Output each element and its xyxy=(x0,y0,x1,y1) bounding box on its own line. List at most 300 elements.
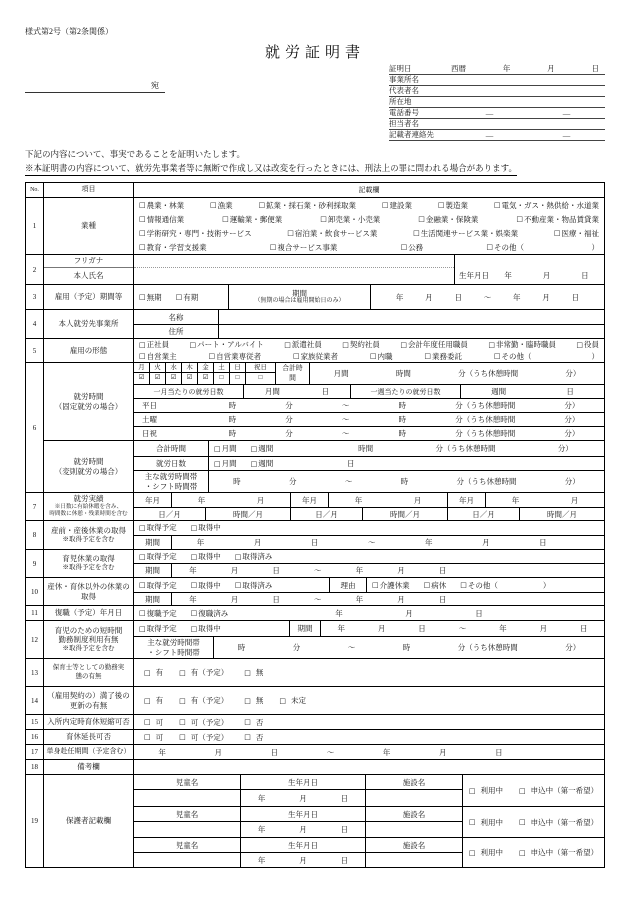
checkbox-option[interactable] xyxy=(342,339,380,350)
checkbox-icon: □ xyxy=(139,552,146,561)
var-days-label: 就労日数 xyxy=(134,457,209,470)
col-header-no: No. xyxy=(26,183,44,197)
form-token: 年 xyxy=(189,566,197,575)
workplace-addr-label: 住所 xyxy=(134,325,219,338)
form-token: 分（うち休憩時間 xyxy=(457,643,518,652)
checkbox-label: パート・アルバイト xyxy=(197,340,264,350)
checkbox-label: 取得予定 xyxy=(146,624,177,633)
day-cell: 火 ☑ xyxy=(150,363,166,384)
maternity-entry xyxy=(134,521,604,549)
form-token: 年 xyxy=(355,566,364,575)
row-no: 5 xyxy=(26,339,44,362)
checkbox-option[interactable] xyxy=(139,551,177,562)
work-record-group[interactable]: 年月 年 月 日／月 時間／月 xyxy=(134,493,290,520)
checkbox-option[interactable] xyxy=(244,695,263,706)
checkbox-icon: □ xyxy=(189,340,197,349)
facility-label: 施設名 xyxy=(366,775,462,790)
row-name xyxy=(26,254,604,284)
day-cell: 土 □ xyxy=(214,363,230,384)
form-token: 分（うち休憩時間 xyxy=(455,415,516,424)
total-hours-label: 合計時間 xyxy=(276,363,310,384)
checkbox-option[interactable] xyxy=(139,228,252,239)
checkbox-label: 正社員 xyxy=(146,340,170,350)
workplace-name-row xyxy=(134,310,604,324)
row-no: 10 xyxy=(26,578,44,605)
checkbox-label: 取得中 xyxy=(198,523,221,533)
checkbox-option[interactable] xyxy=(244,667,263,678)
checkbox-option[interactable] xyxy=(382,200,412,211)
form-token: ～ xyxy=(344,477,353,486)
checkbox-option[interactable] xyxy=(279,695,306,706)
checkbox-option[interactable] xyxy=(210,200,233,211)
day-cell: 水 ☑ xyxy=(166,363,182,384)
form-token: 分（うち休憩時間 xyxy=(458,369,519,378)
checkbox-icon: □ xyxy=(468,848,476,857)
child-name-field[interactable] xyxy=(134,790,240,806)
name-fields[interactable] xyxy=(134,255,454,284)
checkbox-option[interactable] xyxy=(424,351,462,362)
checkbox-option[interactable] xyxy=(486,242,599,253)
checkbox-option[interactable] xyxy=(519,847,598,858)
form-token: 日 xyxy=(340,825,349,834)
checkbox-option[interactable] xyxy=(244,717,263,728)
form-token: 分 xyxy=(285,415,293,424)
checkbox-label: 家族従業者 xyxy=(300,351,339,361)
checkbox-label: 運輸業・郵便業 xyxy=(229,214,283,224)
form-token: ～ xyxy=(341,429,350,438)
checkbox-option[interactable] xyxy=(179,717,228,728)
checkbox-option[interactable] xyxy=(400,339,468,350)
checkbox-option[interactable] xyxy=(554,228,599,239)
checkbox-option[interactable] xyxy=(139,339,169,350)
checkbox-icon: □ xyxy=(244,696,251,705)
var-days-row xyxy=(134,456,604,470)
checkbox-label: 複合サービス事業 xyxy=(277,242,338,252)
shift-band-row xyxy=(134,470,604,492)
workplace-addr-field[interactable] xyxy=(219,325,604,338)
day-cell: 日 □ xyxy=(230,363,246,384)
remarks-field[interactable] xyxy=(134,760,604,774)
day-checkbox[interactable]: ☑ xyxy=(202,374,209,381)
work-record-group[interactable]: 年月 年 月 日／月 時間／月 xyxy=(290,493,447,520)
day-checkbox[interactable]: □ xyxy=(235,374,240,381)
checkbox-option[interactable] xyxy=(469,847,503,858)
form-token: 日 xyxy=(579,624,588,633)
form-token: 日 xyxy=(495,747,503,757)
checkbox-label: 可（予定） xyxy=(190,717,229,727)
day-checkbox[interactable]: ☑ xyxy=(186,374,193,381)
row-employment-period xyxy=(26,284,604,309)
furigana-field[interactable] xyxy=(134,255,454,268)
checkbox-icon: □ xyxy=(284,340,291,349)
birthdate-cell[interactable] xyxy=(454,255,604,284)
checkbox-icon: □ xyxy=(292,352,300,361)
checkbox-label: その他（ ） xyxy=(467,580,551,590)
form-token: 日 xyxy=(272,566,280,575)
checkbox-option[interactable] xyxy=(251,443,274,454)
checkbox-option[interactable] xyxy=(270,242,338,253)
checkbox-label: 内職 xyxy=(377,351,393,361)
row-label: 備考欄 xyxy=(44,760,134,774)
form-token: 月 xyxy=(547,64,555,73)
row-solo-transfer xyxy=(26,744,604,759)
checkbox-label: 可（予定） xyxy=(190,732,229,742)
checkbox-icon: □ xyxy=(190,581,198,589)
checkbox-label: 自営業主 xyxy=(146,351,177,361)
name-field[interactable] xyxy=(134,268,454,284)
addressee-field[interactable]: 宛 xyxy=(25,78,165,93)
per-month-label: 一月当たりの就労日数 xyxy=(134,385,244,398)
form-token: 分） xyxy=(565,369,581,378)
checkbox-option[interactable] xyxy=(144,695,163,706)
row-no: 4 xyxy=(26,310,44,338)
form-token: 年 xyxy=(335,608,343,618)
day-cell-holiday: 祝日 □ xyxy=(246,363,276,384)
checkbox-option[interactable] xyxy=(191,623,221,634)
checkbox-option[interactable] xyxy=(519,785,598,796)
checkbox-option[interactable] xyxy=(488,339,556,350)
form-token: 日 xyxy=(438,594,447,604)
checkbox-option[interactable] xyxy=(139,623,177,634)
row-label: 入所内定時育休短縮可否 xyxy=(44,715,134,729)
row-no: 1 xyxy=(26,198,44,254)
day-checkbox[interactable]: ☑ xyxy=(170,374,177,381)
checkbox-icon: □ xyxy=(460,581,467,589)
form-token: 分） xyxy=(564,477,580,486)
checkbox-label: 取得予定 xyxy=(146,580,177,590)
checkbox-option[interactable] xyxy=(251,458,274,469)
checkbox-option[interactable] xyxy=(418,214,478,225)
period-entry xyxy=(134,285,604,309)
checkbox-icon: □ xyxy=(190,624,198,633)
form-token: ～ xyxy=(313,594,322,604)
workplace-name-label: 名称 xyxy=(134,310,219,324)
variable-schedule-content xyxy=(134,441,604,492)
checkbox-icon: □ xyxy=(576,340,583,349)
row-leave-shorten xyxy=(26,714,604,729)
checkbox-option[interactable] xyxy=(576,339,599,350)
checkbox-option[interactable] xyxy=(438,200,468,211)
checkbox-option[interactable] xyxy=(139,292,162,303)
facility-field[interactable] xyxy=(366,822,462,837)
checkbox-label: 復職済み xyxy=(198,608,229,618)
row-short-time-work xyxy=(26,620,604,658)
checkbox-label: 復職予定 xyxy=(146,608,177,618)
form-token: 分） xyxy=(564,401,580,410)
checkbox-option[interactable] xyxy=(139,580,177,591)
industry-options xyxy=(134,198,604,254)
checkbox-label: 非常勤・臨時職員 xyxy=(495,340,556,350)
checkbox-option[interactable] xyxy=(258,200,356,211)
checkbox-icon: □ xyxy=(139,523,146,532)
checkbox-option[interactable] xyxy=(191,608,229,619)
checkbox-option[interactable] xyxy=(469,817,503,828)
checkbox-option[interactable] xyxy=(214,443,237,454)
form-code: 様式第2号（第2条関係） xyxy=(25,27,113,36)
checkbox-option[interactable] xyxy=(494,351,599,362)
checkbox-option[interactable] xyxy=(144,717,163,728)
checkbox-icon: □ xyxy=(519,848,526,857)
checkbox-icon: □ xyxy=(139,243,146,251)
day-checkbox[interactable]: ☑ xyxy=(154,374,161,381)
form-token: 年 xyxy=(189,594,197,604)
checkbox-label: 建設業 xyxy=(389,200,413,210)
row-remarks xyxy=(26,759,604,774)
day-cell: 金 ☑ xyxy=(198,363,214,384)
day-cell: 月 ☑ xyxy=(134,363,150,384)
checkbox-option[interactable] xyxy=(179,695,228,706)
form-token: 年 xyxy=(257,793,266,803)
form-token: 時 xyxy=(233,477,241,486)
checkbox-icon: □ xyxy=(258,201,266,209)
checkbox-icon: □ xyxy=(488,340,495,349)
checkbox-label: 有 xyxy=(155,696,164,705)
checkbox-icon: □ xyxy=(144,696,151,705)
checkbox-option[interactable] xyxy=(372,580,410,591)
checkbox-icon: □ xyxy=(437,201,445,209)
col-header-entry: 記載欄 xyxy=(358,186,380,194)
checkbox-label: 無 xyxy=(255,668,264,677)
form-token: 日 xyxy=(475,608,483,618)
period-title-cell xyxy=(229,285,371,309)
day-checkbox[interactable]: □ xyxy=(258,374,263,381)
row-label: 育児休業の取得 ※取得予定を含む xyxy=(44,550,134,577)
checkbox-option[interactable] xyxy=(494,200,599,211)
form-token: 年 xyxy=(502,64,511,73)
checkbox-option[interactable] xyxy=(235,551,273,562)
checkbox-icon: □ xyxy=(139,340,146,349)
checkbox-option[interactable] xyxy=(244,732,263,743)
form-token: 日 xyxy=(566,387,574,396)
other-leave-top xyxy=(134,578,604,592)
form-token: 月間 xyxy=(264,387,280,396)
form-token: ～ xyxy=(341,401,350,410)
day-checkbox[interactable]: ☑ xyxy=(138,374,145,381)
row-no: 7 xyxy=(26,493,44,520)
checkbox-option[interactable] xyxy=(139,214,184,225)
checkbox-option[interactable] xyxy=(139,242,207,253)
child-name-field[interactable] xyxy=(134,853,240,867)
form-token: 時 xyxy=(228,415,237,424)
checkbox-label: 鉱業・採石業・砂利採取業 xyxy=(266,200,357,210)
form-token: 時 xyxy=(398,415,407,424)
form-token: 日 xyxy=(539,537,547,547)
form-token: 時 xyxy=(237,643,246,652)
form-token: 時間 xyxy=(358,444,374,453)
checkbox-label: 宿泊業・飲食サービス業 xyxy=(294,228,378,238)
row-industry xyxy=(26,197,604,254)
form-token: 日 xyxy=(438,566,447,575)
checkbox-icon: □ xyxy=(214,459,221,468)
checkbox-option[interactable] xyxy=(214,458,237,469)
form-token: 時 xyxy=(228,401,237,410)
header-area xyxy=(25,64,605,141)
checkbox-option[interactable] xyxy=(139,608,177,619)
time-row-label: 平日 xyxy=(142,401,157,410)
form-token: — xyxy=(562,109,571,118)
form-token: 月 xyxy=(439,747,447,757)
employment-type-options xyxy=(134,339,604,362)
furigana-label: フリガナ xyxy=(44,255,133,268)
issuer-block xyxy=(389,64,605,141)
row-work-record xyxy=(26,492,604,520)
form-token: 月 xyxy=(425,292,433,302)
checkbox-option[interactable] xyxy=(144,732,163,743)
checkbox-option[interactable] xyxy=(191,522,221,533)
form-token: 月 xyxy=(539,624,548,633)
checkbox-icon: □ xyxy=(244,733,251,741)
form-token: 時 xyxy=(398,429,407,438)
checkbox-label: 業務委託 xyxy=(432,351,462,361)
checkbox-option[interactable] xyxy=(222,214,282,225)
checkbox-icon: □ xyxy=(493,201,501,209)
checkbox-label: 電気・ガス・熱供給・水道業 xyxy=(501,200,599,210)
checkbox-icon: □ xyxy=(423,581,431,589)
fixed-schedule-label: 就労時間 （固定就労の場合） xyxy=(44,363,134,440)
var-total-label: 合計時間 xyxy=(134,441,209,456)
issuer-label: 担当者名 xyxy=(389,119,419,128)
form-token: ～ xyxy=(458,624,467,633)
checkbox-option[interactable] xyxy=(370,351,393,362)
form-token: 日 xyxy=(591,64,599,73)
day-checkbox[interactable]: □ xyxy=(219,374,224,381)
checkbox-option[interactable] xyxy=(191,551,221,562)
checkbox-option[interactable] xyxy=(235,580,273,591)
checkbox-option[interactable] xyxy=(139,351,177,362)
form-token: 月 xyxy=(570,495,579,505)
form-token: 月 xyxy=(405,608,413,618)
checkbox-option[interactable] xyxy=(413,228,518,239)
checkbox-label: その他（ ） xyxy=(493,242,599,252)
checkbox-option[interactable] xyxy=(208,351,261,362)
checkbox-icon: □ xyxy=(139,609,146,617)
checkbox-option[interactable] xyxy=(519,817,598,828)
checkbox-option[interactable] xyxy=(179,667,228,678)
issuer-row-contact-tel[interactable] xyxy=(389,130,605,141)
checkbox-label: 派遣社員 xyxy=(291,340,322,350)
checkbox-option[interactable] xyxy=(139,522,177,533)
checkbox-icon: □ xyxy=(269,243,277,251)
checkbox-label: 不動産業・物品賃貸業 xyxy=(524,214,599,224)
checkbox-label: 月間 xyxy=(221,444,237,453)
row-no: 15 xyxy=(26,715,44,729)
work-record-note: ※日数に有給休暇を含み、 xyxy=(54,504,123,511)
row-no: 12 xyxy=(26,621,44,658)
form-token: 年 xyxy=(197,495,206,505)
checkbox-icon: □ xyxy=(179,733,186,741)
row-no: 11 xyxy=(26,606,44,620)
checkbox-option[interactable] xyxy=(176,292,199,303)
facility-label: 施設名 xyxy=(366,807,462,822)
working-hours-body xyxy=(44,363,604,492)
form-token: 分） xyxy=(564,415,580,424)
form-token: 年 xyxy=(257,855,266,865)
workplace-name-field[interactable] xyxy=(219,310,604,324)
short-time-entry xyxy=(134,621,604,658)
form-token: 月 xyxy=(377,624,386,633)
checkbox-option[interactable] xyxy=(284,339,322,350)
row-other-leave xyxy=(26,577,604,605)
checkbox-option[interactable] xyxy=(516,214,599,225)
checkbox-icon: □ xyxy=(179,668,186,677)
facility-field[interactable] xyxy=(366,790,462,806)
checkbox-label: 製造業 xyxy=(445,200,468,210)
row-leave-extension xyxy=(26,729,604,744)
checkbox-label: 有（予定） xyxy=(190,668,229,677)
checkbox-icon: □ xyxy=(516,215,523,223)
form-token: — xyxy=(562,131,571,140)
form-token: 月 xyxy=(230,566,239,575)
checkbox-icon: □ xyxy=(279,696,286,705)
checkbox-option[interactable] xyxy=(179,732,228,743)
checkbox-option[interactable] xyxy=(190,339,264,350)
checkbox-option[interactable] xyxy=(401,242,424,253)
checkbox-label: 無 xyxy=(255,696,264,705)
checkbox-option[interactable] xyxy=(191,580,221,591)
form-token: 年 xyxy=(511,495,520,505)
row-no: 8 xyxy=(26,521,44,549)
form-token: 月 xyxy=(299,855,307,865)
certify-statement: 下記の内容について、事実であることを証明いたします。 xyxy=(25,149,245,159)
child-name-field[interactable] xyxy=(134,822,240,837)
child-name-label: 児童名 xyxy=(134,775,240,790)
work-record-groups xyxy=(134,493,604,520)
checkbox-icon: □ xyxy=(468,818,476,826)
child-dob-label: 生年月日 xyxy=(241,838,365,853)
form-token: 分 xyxy=(292,643,301,652)
checkbox-icon: □ xyxy=(320,215,327,223)
form-token: 月 xyxy=(397,594,405,604)
table-header-row xyxy=(26,183,604,197)
checkbox-label: 申込中（第一希望） xyxy=(530,786,599,795)
day-grid-row xyxy=(134,363,604,384)
checkbox-label: 否 xyxy=(255,732,264,742)
row-label: 本人就労先事業所 xyxy=(44,310,134,338)
checkbox-icon: □ xyxy=(400,243,408,251)
checkbox-label: 可 xyxy=(155,717,164,727)
row-contract-renewal xyxy=(26,686,604,714)
checkbox-option[interactable] xyxy=(469,785,503,796)
form-token: 分 xyxy=(288,477,297,486)
row-childcare-worker xyxy=(26,658,604,686)
document-title: 就労証明書 xyxy=(264,45,365,61)
checkbox-option[interactable] xyxy=(287,228,377,239)
facility-field[interactable] xyxy=(366,853,462,867)
checkbox-option[interactable] xyxy=(424,580,447,591)
checkbox-label: その他（ ） xyxy=(501,351,599,361)
checkbox-icon: □ xyxy=(139,215,146,223)
checkbox-option[interactable] xyxy=(460,580,550,591)
checkbox-option[interactable] xyxy=(139,200,184,211)
work-record-note: 時間数に休憩・残業時間を含む xyxy=(49,511,128,518)
checkbox-option[interactable] xyxy=(320,214,380,225)
checkbox-option[interactable] xyxy=(144,667,163,678)
checkbox-icon: □ xyxy=(400,340,407,349)
work-record-group[interactable]: 年月 年 月 日／月 時間／月 xyxy=(447,493,604,520)
checkbox-label: 公務 xyxy=(408,242,424,252)
checkbox-label: 週間 xyxy=(258,459,274,468)
issuer-label: 事業所名 xyxy=(389,75,419,84)
checkbox-icon: □ xyxy=(179,696,186,705)
name-entry xyxy=(134,255,604,284)
form-token: 月 xyxy=(397,566,405,575)
issuer-label: 電話番号 xyxy=(389,108,419,117)
checkbox-icon: □ xyxy=(553,229,561,237)
other-leave-period-row xyxy=(134,592,604,605)
form-token: 分 xyxy=(285,401,293,410)
checkbox-option[interactable] xyxy=(293,351,338,362)
period-title: 期間 xyxy=(292,288,307,298)
